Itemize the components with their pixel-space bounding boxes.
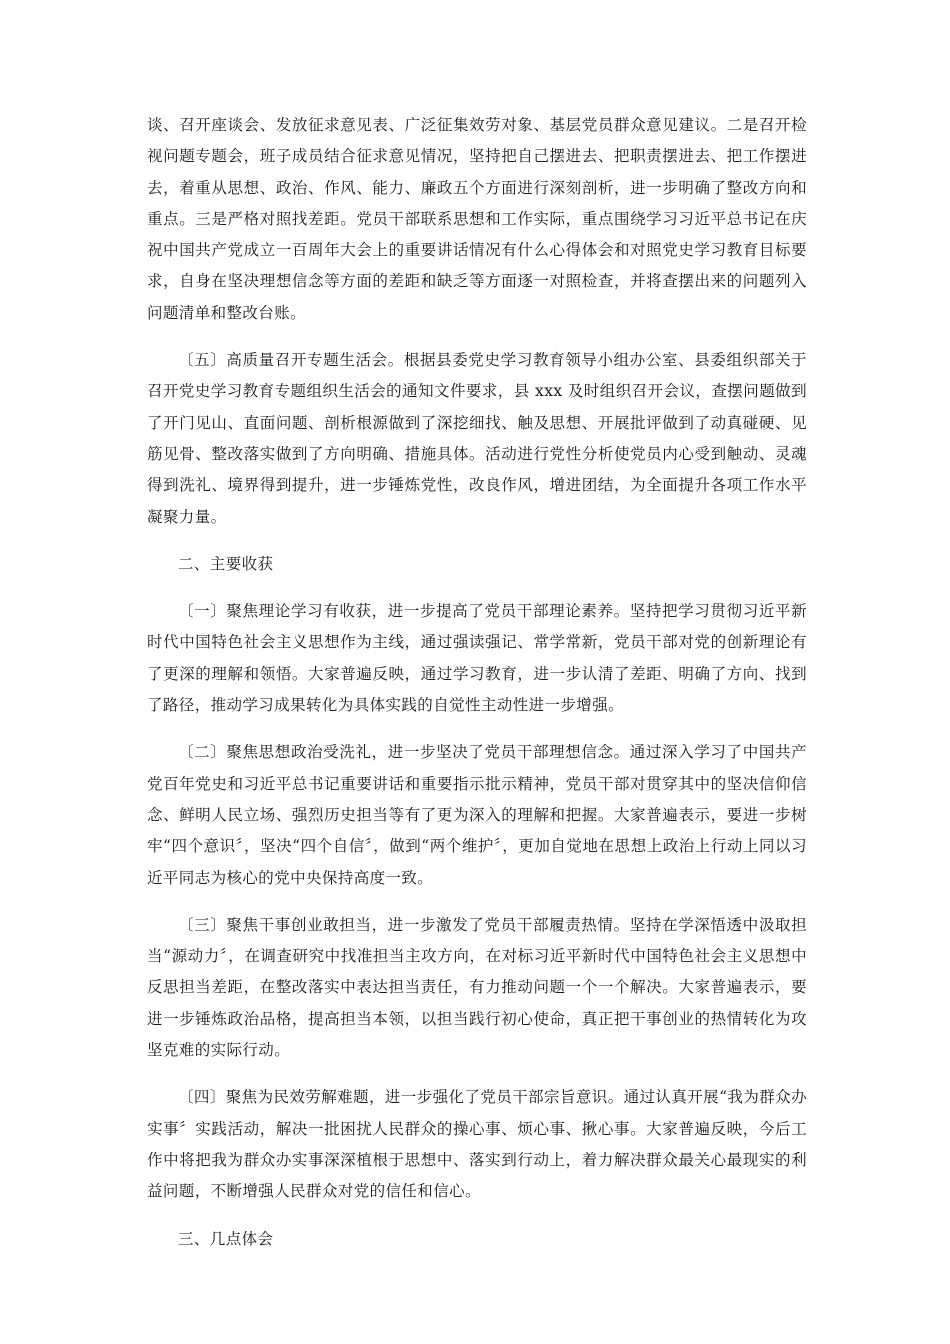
paragraph-continuation: 谈、召开座谈会、发放征求意见表、广泛征集效劳对象、基层党员群众意见建议。二是召开检视问题专题会，班子成员结合征求意见情况，坚持把自己摆进去、把职责摆进去、把工作摆进去，着重从思想、政治、作风、能力、廉政五个方面进行深刻剖析，进一步明确了整改方向和重点。三是严格对照找差距。党员干部联系思想和工作实际，重点围绕学习习近平总书记在庆祝中国共产党成立一百周年大会上的重要讲话情况有什么心得体会和对照党史学习教育目标要求，自身在坚决理想信念等方面的差距和缺乏等方面逐一对照检查，并将查摆出来的问题列入问题清单和整改台账。 — [147, 116, 807, 322]
paragraph-political-thought: 〔二〕聚焦思想政治受洗礼，进一步坚决了党员干部理想信念。通过深入学习了中国共产党百年党史和习近平总书记重要讲话和重要指示批示精神，党员干部对贯穿其中的坚决信仰信念、鲜明人民立场、强烈历史担当等有了更为深入的理解和把握。大家普遍表示，要进一步树牢“四个意识〞，坚决“四个自信〞，做到“两个维护〞，更加自觉地在思想上政治上行动上同以习近平同志为核心的党中央保持高度一致。 — [147, 743, 807, 887]
paragraph-serve-people: 〔四〕聚焦为民效劳解难题，进一步强化了党员干部宗旨意识。通过认真开展“我为群众办实事〞实践活动，解决一批困扰人民群众的操心事、烦心事、揪心事。大家普遍反映，今后工作中将把我为群众办实事深深植根于思想中、落实到行动上，着力解决群众最关心最现实的利益问题，不断增强人民群众对党的信任和信心。 — [147, 1088, 807, 1201]
paragraph-responsibility: 〔三〕聚焦干事创业敢担当，进一步激发了党员干部履责热情。坚持在学深悟透中汲取担当“源动力〞，在调查研究中找准担当主攻方向，在对标习近平新时代中国特色社会主义思想中反思担当差距，在整改落实中表达担当责任，有力推动问题一个一个解决。大家普遍表示，要进一步锤炼政治品格，提高担当本领，以担当践行初心使命，真正把干事创业的热情转化为攻坚克难的实际行动。 — [147, 915, 807, 1060]
paragraph-special-meeting: 〔五〕高质量召开专题生活会。根据县委党史学习教育领导小组办公室、县委组织部关于召开党史学习教育专题组织生活会的通知文件要求，县 xxx 及时组织召开会议，查摆问题做到了开门见山、直面问题、剖析根源做到了深挖细找、触及思想、开展批评做到了动真碰硬、见筋见骨、整改落实做到了方向明确、措施具体。活动进行党性分析使党员内心受到触动、灵魂得到洗礼、境界得到提升，进一步锤炼党性，改良作风，增进团结，为全面提升各项工作水平凝聚力量。 — [147, 351, 807, 526]
section-heading-reflections: 三、几点体会 — [178, 1229, 274, 1248]
paragraph-theory-study: 〔一〕聚焦理论学习有收获，进一步提高了党员干部理论素养。坚持把学习贯彻习近平新时代中国特色社会主义思想作为主线，通过强读强记、常学常新，党员干部对党的创新理论有了更深的理解和领悟。大家普遍反映，通过学习教育，进一步认清了差距、明确了方向、找到了路径，推动学习成果转化为具体实践的自觉性主动性进一步增强。 — [147, 602, 807, 715]
document-page — [147, 110, 807, 1271]
section-heading-main-gains: 二、主要收获 — [178, 554, 274, 573]
